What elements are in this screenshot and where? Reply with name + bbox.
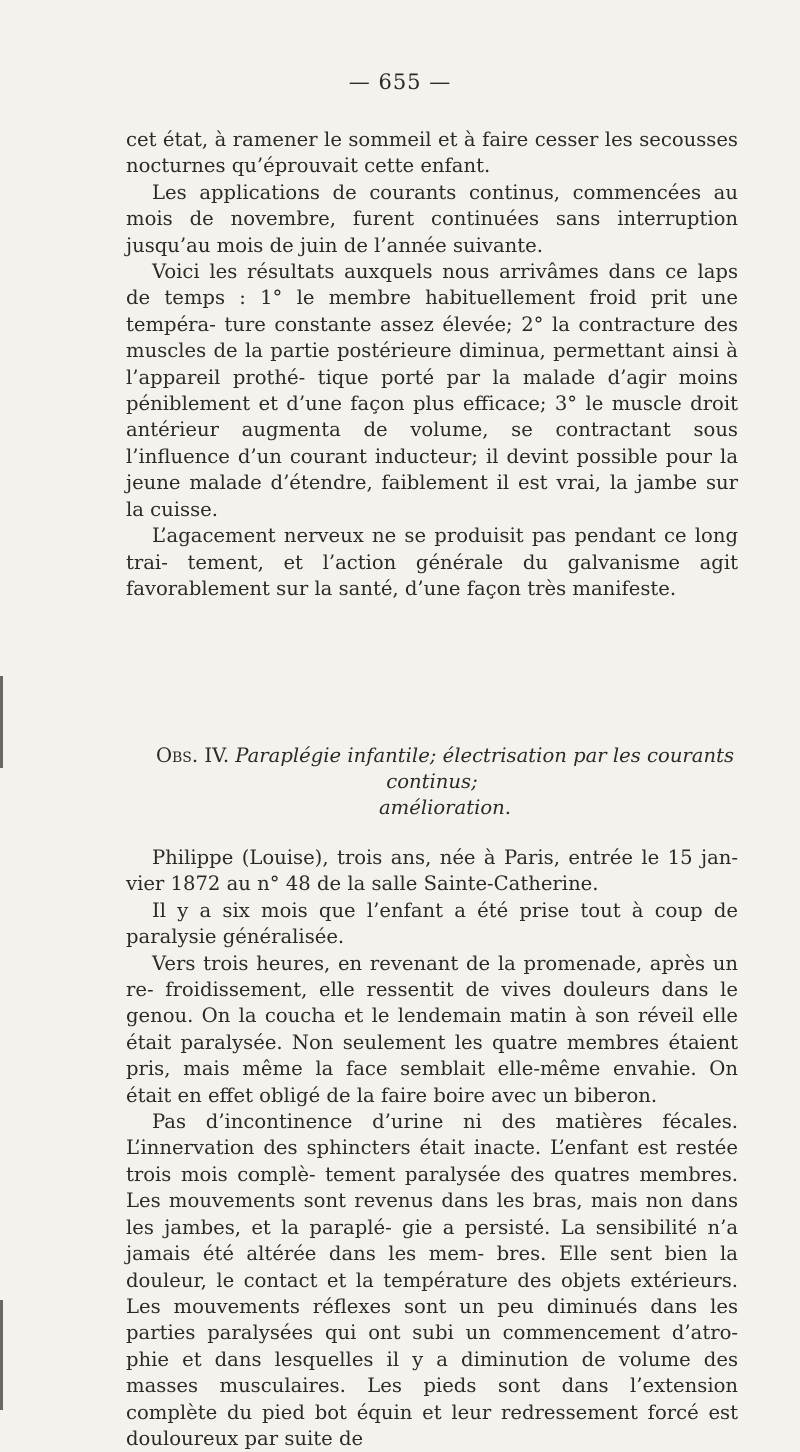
paragraph: cet état, à ramener le sommeil et à faire cesser les secousses nocturnes qu’éprouvait cette enfant. <box>126 128 738 178</box>
paragraph: Les applications de courants continus, commencées au mois de novembre, furent continuées sans interruption jusqu’au mois de juin de l’année suivante. <box>126 180 738 257</box>
paragraph: Philippe (Louise), trois ans, née à Paris, entrée le 15 jan- vier 1872 au n° 48 de la salle Sainte-Catherine. <box>126 846 738 896</box>
observation-label: Obs. IV. <box>155 744 230 767</box>
paragraph: Il y a six mois que l’enfant a été prise tout à coup de paralysie généralisée. <box>126 898 738 949</box>
paragraph: Voici les résultats auxquels nous arrivâmes dans ce laps de temps : 1° le membre habituellement froid prit une tempéra- ture constante assez élevée; 2° la contracture des muscles de la partie postérieure diminua, permettant ainsi à l’appareil prothé- tique porté par la malade d’agir moins péniblement et d’une façon plus efficace; 3° le muscle droit antérieur augmenta de volume, se contractant sous l’influence d’un courant inducteur; il devint possible pour la jeune malade d’étendre, faiblement il est vrai, la jambe sur la cuisse. <box>126 260 738 521</box>
margin-scan-line <box>0 676 3 768</box>
observation-heading <box>126 743 738 795</box>
paragraph: Pas d’incontinence d’urine ni des matières fécales. L’innervation des sphincters était inacte. L’enfant est restée trois mois complè- tement paralysée des quatres membres. Les mouvements sont revenus dans les bras, mais non dans les jambes, et la paraplé- gie a persisté. La sensibilité n’a jamais été altérée dans les mem- bres. Elle sent bien la douleur, le contact et la température des objets extérieurs. Les mouvements réflexes sont un peu diminués dans les parties paralysées qui ont subi un commencement d’atro- phie et dans lesquelles il y a diminution de volume des masses musculaires. Les pieds sont dans l’extension complète du pied bot équin et leur redressement forcé est douloureux par suite de <box>126 1110 738 1450</box>
page-number: — 655 — <box>348 70 452 94</box>
text-block-top <box>126 127 738 602</box>
observation-heading-block <box>126 743 738 821</box>
paragraph: L’agacement nerveux ne se produisit pas pendant ce long trai- tement, et l’action générale du galvanisme agit favorablement sur la santé, d’une façon très manifeste. <box>126 524 738 600</box>
observation-title-line1: Paraplégie infantile; électrisation par les courants continus; <box>235 744 735 793</box>
observation-title-line2: amélioration. <box>378 796 512 819</box>
paragraph: Vers trois heures, en revenant de la promenade, après un re- froidissement, elle ressentit de vives douleurs dans le genou. On la coucha et le lendemain matin à son réveil elle était paralysée. Non seulement les quatre membres étaient pris, mais même la face semblait elle-même envahie. On était en effet obligé de la faire boire avec un biberon. <box>126 951 738 1107</box>
text-block-case <box>126 845 738 1452</box>
margin-scan-line <box>0 1300 3 1410</box>
